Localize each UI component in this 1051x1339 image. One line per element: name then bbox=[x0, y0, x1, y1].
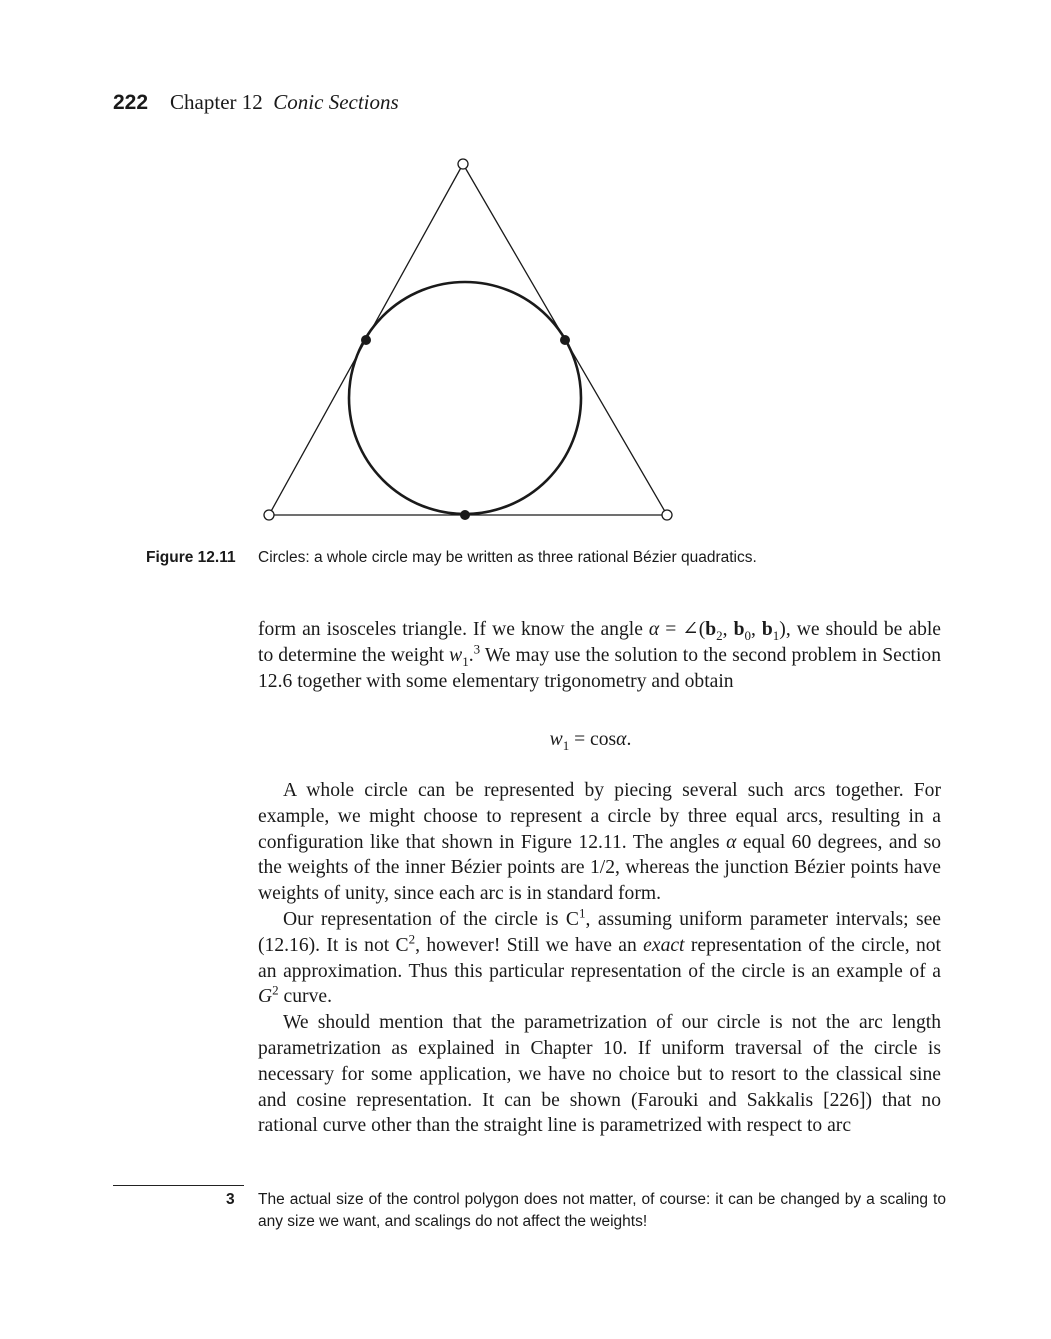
control-point-bottom-left bbox=[264, 510, 274, 520]
p1-comma-1: , bbox=[722, 619, 734, 640]
p1-b0: b bbox=[733, 619, 745, 640]
paragraph-4: We should mention that the parametrization of our circle is not the arc length parametrization as explained in Chapter 10. If uniform traversal of the circle is necessary for some application, we have no choice but to resort to the classical sine and cosine representation. It can be shown (Farouki and Sakkalis [226]) that no rational curve other than the straight line is parametrized with respect to arc bbox=[258, 1012, 941, 1137]
p3-g: G bbox=[258, 986, 273, 1008]
p3-sup-3: 2 bbox=[272, 982, 279, 998]
figure-label: Figure 12.11 bbox=[146, 549, 236, 566]
running-header bbox=[113, 88, 399, 117]
equation bbox=[0, 727, 1051, 753]
p3-text-a: Our representation of the circle is C bbox=[283, 908, 579, 930]
eq-w: w bbox=[549, 729, 563, 750]
footnote-ref[interactable]: 3 bbox=[473, 641, 481, 657]
circle-figure bbox=[250, 150, 690, 530]
footnote-text: The actual size of the control polygon does not matter, of course: it can be changed by a scaling to any size we want, and scalings do not affect the weights! bbox=[258, 1191, 946, 1230]
p2-text-a: A whole circle can be represented by piecing several such arcs together. For example, we might choose to represent a circle by three equal arcs, resulting in a configuration like that shown in Figure 12.11. The angles bbox=[258, 780, 941, 853]
p1-w-sub: 1 bbox=[462, 653, 469, 669]
p3-text-b: , assuming uniform parameter intervals; see (12.16). It is not C bbox=[258, 908, 941, 956]
p1-text-c: ), we should be able to determine the weight bbox=[258, 619, 942, 666]
p1-w: w bbox=[449, 644, 463, 666]
control-point-top bbox=[458, 159, 468, 169]
eq-w-sub: 1 bbox=[562, 737, 570, 753]
p1-b0-sub: 0 bbox=[744, 627, 751, 643]
paragraph-2 bbox=[258, 778, 941, 907]
p3-sup-1: 1 bbox=[579, 905, 586, 921]
p1-text-d: We may use the solution to the second problem in Section 12.6 together with some elementary trigonometry and obtain bbox=[258, 644, 942, 692]
junction-point-bottom bbox=[460, 510, 470, 520]
p3-text-d: representation of the circle, not an approximation. Thus this particular representation of the circle is an example of a bbox=[258, 934, 941, 982]
control-point-bottom-right bbox=[662, 510, 672, 520]
page-number: 222 bbox=[113, 91, 149, 114]
p1-b1-sub: 1 bbox=[772, 627, 780, 643]
p1-b2: b bbox=[705, 619, 717, 640]
junction-point-left bbox=[361, 335, 371, 345]
p1-period: . bbox=[468, 644, 474, 666]
figure-caption bbox=[146, 547, 946, 569]
p1-alpha: α bbox=[648, 619, 660, 640]
p3-sup-2: 2 bbox=[408, 931, 416, 947]
p2-text-b: equal 60 degrees, and so the weights of the inner Bézier points are 1/2, whereas the junction Bézier points have weights of unity, since each arc is in standard form. bbox=[258, 831, 941, 905]
p1-b2-sub: 2 bbox=[716, 627, 723, 643]
chapter-label: Chapter 12 bbox=[170, 90, 263, 114]
p1-comma-2: , bbox=[750, 619, 762, 640]
p1-b1: b bbox=[761, 619, 773, 640]
p1-text-b: = ∠( bbox=[659, 619, 706, 640]
p3-text-c: , however! Still we have an bbox=[415, 934, 644, 956]
eq-period: . bbox=[626, 729, 632, 750]
inscribed-circle bbox=[349, 282, 581, 514]
main-text bbox=[258, 778, 941, 1139]
footnote-divider bbox=[113, 1185, 244, 1186]
p3-exact: exact bbox=[643, 934, 685, 956]
caption-text: Circles: a whole circle may be written as three rational Bézier quadratics. bbox=[258, 549, 757, 566]
junction-point-right bbox=[560, 335, 570, 345]
footnote-number: 3 bbox=[226, 1191, 235, 1208]
footnote bbox=[226, 1189, 946, 1233]
eq-cos: = cos bbox=[569, 729, 617, 750]
p2-alpha: α bbox=[726, 831, 737, 853]
eq-alpha: α bbox=[616, 729, 627, 750]
p1-text-a: form an isosceles triangle. If we know the angle bbox=[258, 619, 649, 640]
paragraph-1 bbox=[258, 617, 941, 694]
p3-text-e: curve. bbox=[278, 986, 332, 1008]
paragraph-3 bbox=[258, 907, 941, 1010]
chapter-title: Conic Sections bbox=[273, 90, 399, 114]
